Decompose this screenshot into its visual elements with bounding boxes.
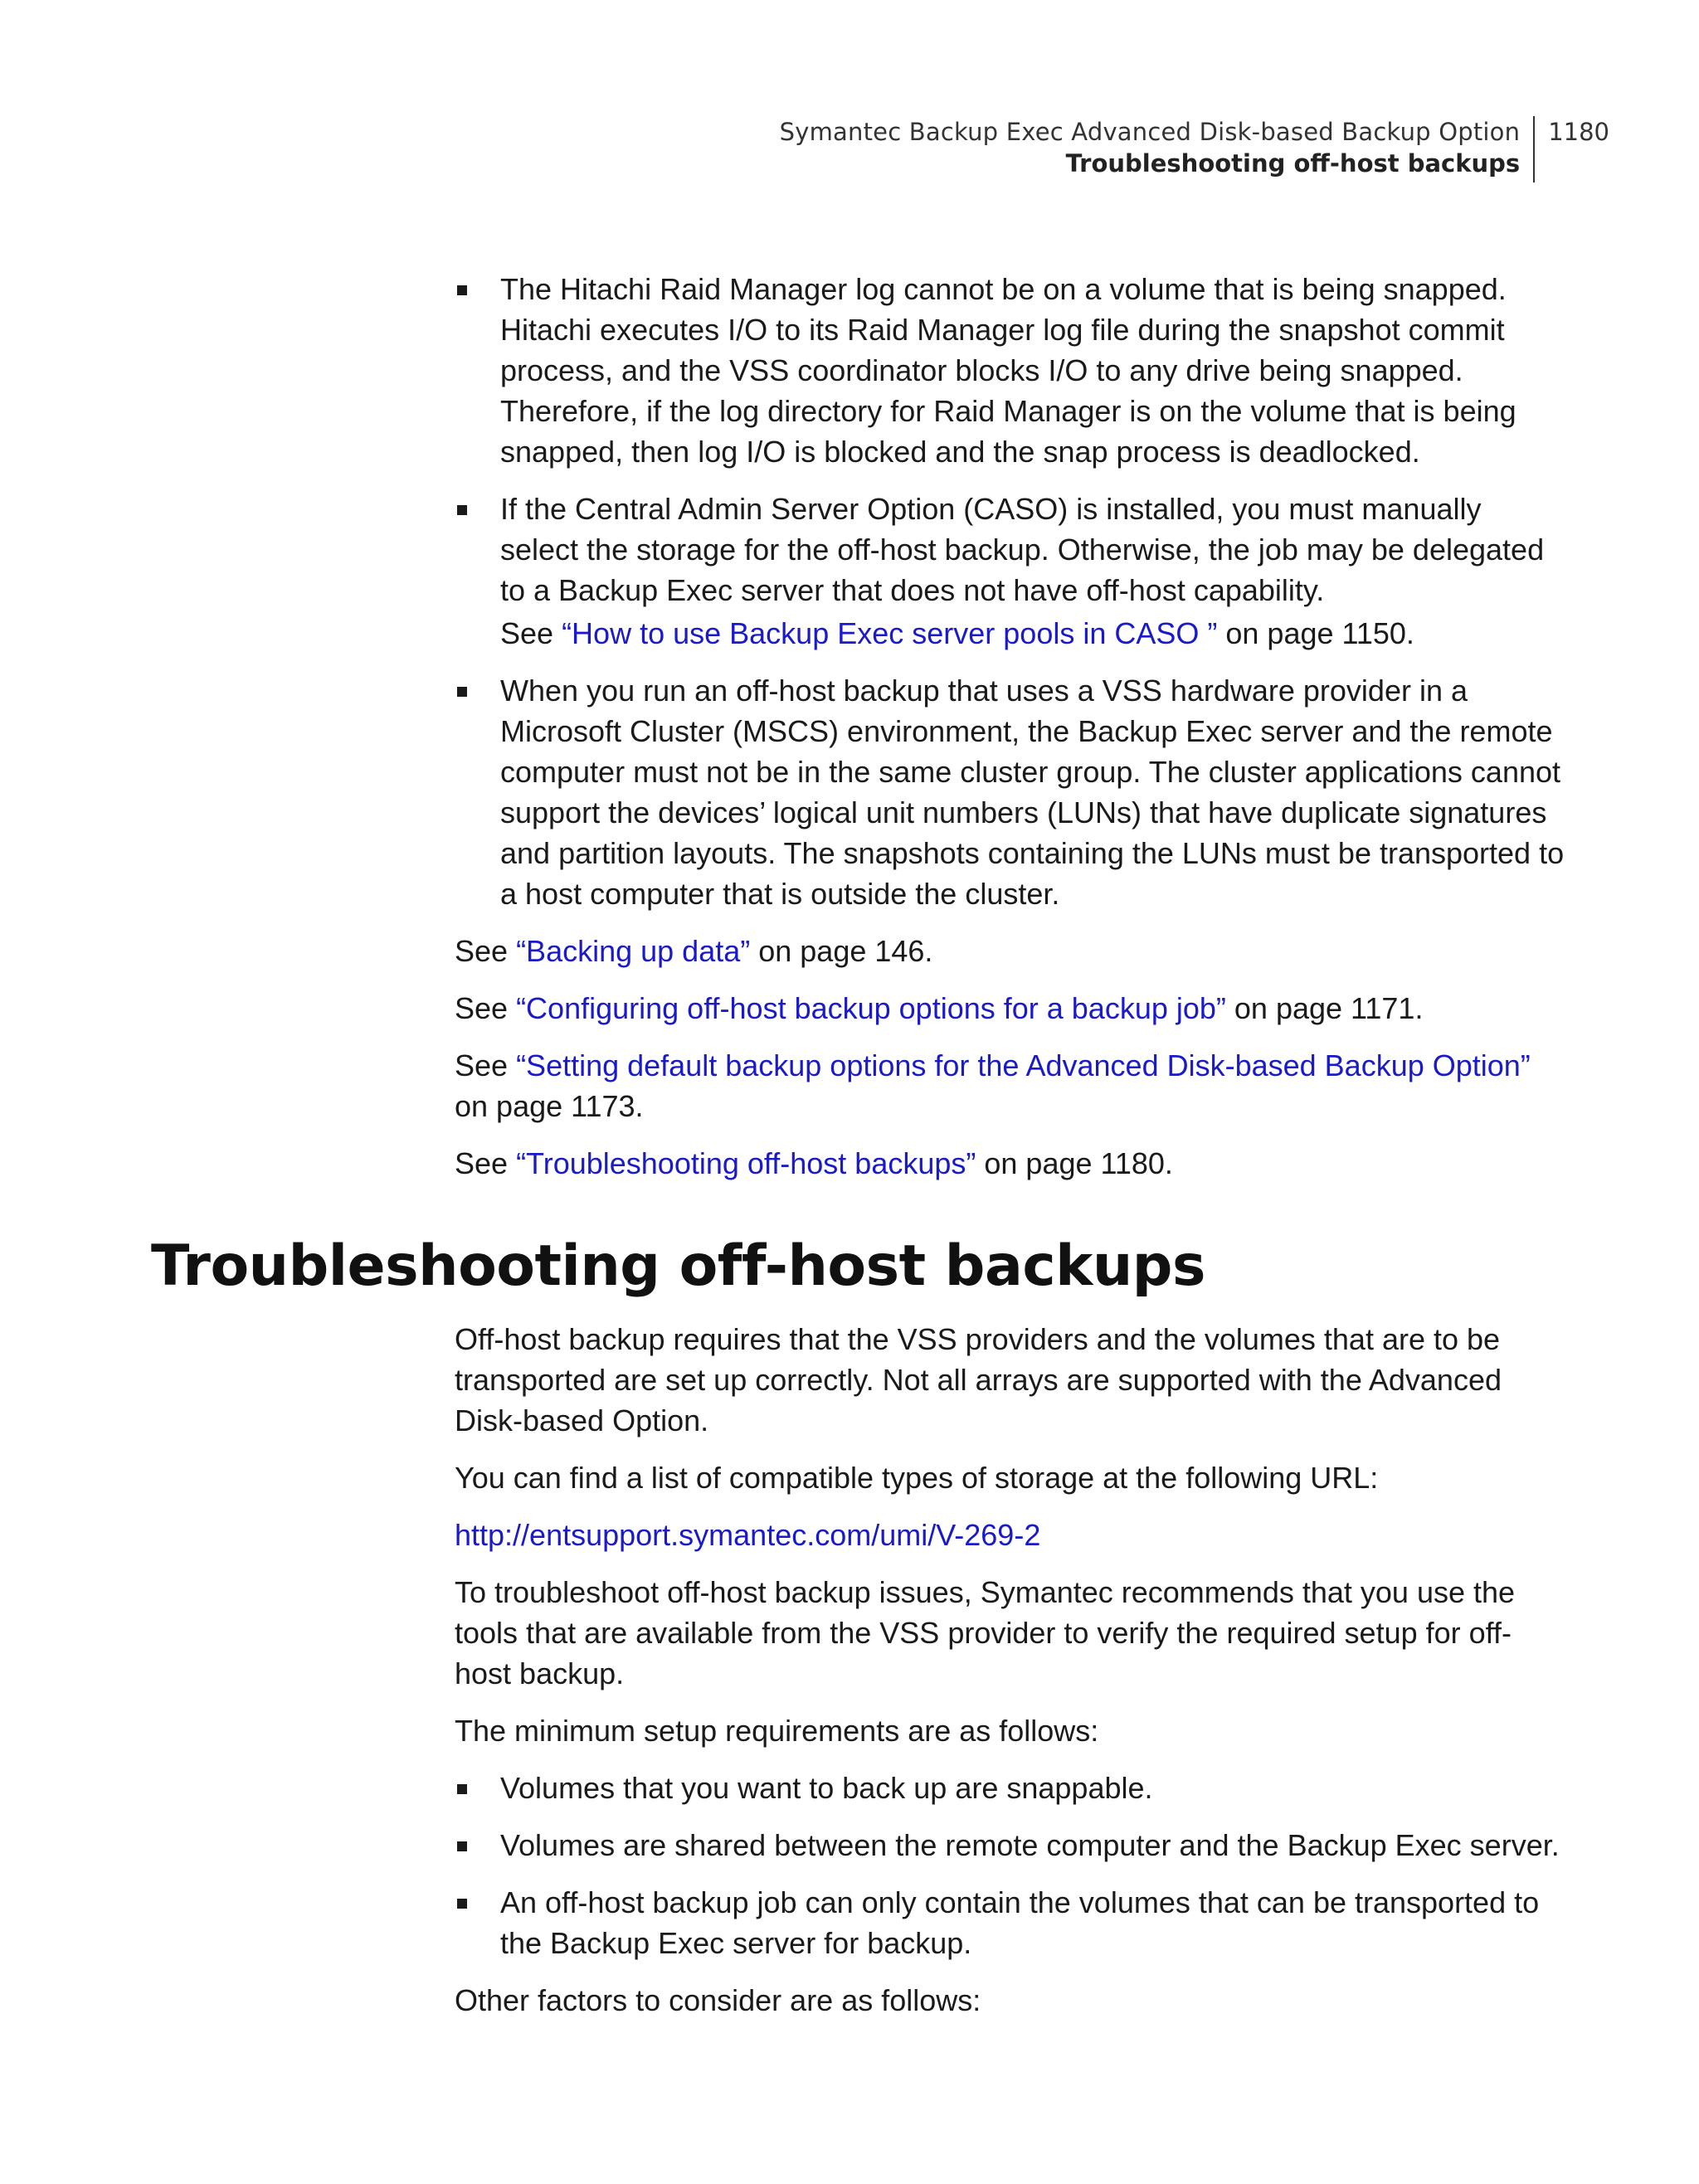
list-item	[455, 489, 1566, 654]
list-item	[455, 1882, 1566, 1963]
section-content	[455, 1319, 1566, 2037]
default-backup-options-link[interactable]: “Setting default backup options for the Advanced Disk-based Backup Option”	[516, 1048, 1531, 1082]
section-intro: Off-host backup requires that the VSS providers and the volumes that are to be transported are set up correctly. Not all arrays are supported with the Advanced Disk-based Option.	[455, 1322, 1502, 1437]
requirement-text: Volumes are shared between the remote computer and the Backup Exec server.	[500, 1828, 1560, 1862]
troubleshooting-off-host-link[interactable]: “Troubleshooting off-host backups”	[516, 1146, 976, 1180]
requirement-text: An off-host backup job can only contain the volumes that can be transported to the Backup Exec server for backup.	[500, 1885, 1540, 1960]
list-item	[455, 1825, 1566, 1865]
see-prefix: See	[455, 1146, 517, 1180]
bullet-text: When you run an off-host backup that uses a VSS hardware provider in a Microsoft Cluster (MSCS) environment, the Backup Exec server and the remote computer must not be in the same cluster group. The cluster applications cannot support the devices’ logical unit numbers (LUNs) that have duplicate signatures and partition layouts. The snapshots containing the LUNs must be transported to a host computer that is outside the cluster.	[500, 674, 1565, 911]
see-prefix: See	[455, 934, 517, 968]
url-intro: You can find a list of compatible types of storage at the following URL:	[455, 1461, 1379, 1495]
configuring-off-host-options-link[interactable]: “Configuring off-host backup options for a backup job”	[516, 991, 1226, 1025]
bullet-square-icon	[457, 1899, 467, 1909]
minimum-requirements-intro: The minimum setup requirements are as follows:	[455, 1714, 1099, 1748]
see-suffix: on page 1150.	[1217, 616, 1414, 650]
bullet-square-icon	[457, 687, 467, 697]
top-content	[455, 269, 1566, 1200]
see-also-line	[455, 931, 1566, 971]
bullet-square-icon	[457, 1841, 467, 1851]
see-suffix: on page 1180.	[976, 1146, 1173, 1180]
caso-server-pools-link[interactable]: “How to use Backup Exec server pools in CASO ”	[562, 616, 1218, 650]
recommendation-paragraph: To troubleshoot off-host backup issues, Symantec recommends that you use the tools that are available from the VSS provider to verify the required setup for off-host backup.	[455, 1575, 1516, 1690]
requirement-text: Volumes that you want to back up are snappable.	[500, 1771, 1153, 1805]
running-header-titles	[780, 116, 1534, 179]
list-item	[455, 670, 1566, 914]
bullet-square-icon	[457, 1784, 467, 1794]
see-suffix: on page 146.	[750, 934, 933, 968]
see-suffix: on page 1171.	[1225, 991, 1424, 1025]
see-prefix: See	[455, 1048, 517, 1082]
bullet-text: The Hitachi Raid Manager log cannot be on a volume that is being snapped. Hitachi executes I/O to its Raid Manager log file during the snapshot commit process, and the VSS coordinator blocks I/O to any drive being snapped. Therefore, if the log directory for Raid Manager is on the volume that is being snapped, then log I/O is blocked and the snap process is deadlocked.	[500, 272, 1516, 469]
see-prefix: See	[500, 616, 562, 650]
section-heading: Troubleshooting off-host backups	[151, 1233, 1205, 1299]
page-number: 1180	[1548, 118, 1609, 146]
see-also-line	[455, 1143, 1566, 1184]
see-also-line	[455, 1045, 1566, 1126]
requirements-list	[455, 1768, 1566, 1963]
see-reference	[500, 613, 1566, 654]
book-title: Symantec Backup Exec Advanced Disk-based Backup Option	[779, 118, 1521, 146]
see-suffix: on page 1173.	[455, 1089, 644, 1123]
running-header	[780, 116, 1609, 186]
bullet-square-icon	[457, 505, 467, 515]
see-also-line	[455, 988, 1566, 1029]
url-paragraph	[455, 1515, 1566, 1555]
backing-up-data-link[interactable]: “Backing up data”	[516, 934, 751, 968]
list-item	[455, 269, 1566, 472]
bullet-text: If the Central Admin Server Option (CASO) is installed, you must manually select the storage for the off-host backup. Otherwise, the job may be delegated to a Backup Exec server that does not have off-host capability.	[500, 492, 1545, 607]
compatibility-url-link[interactable]: http://entsupport.symantec.com/umi/V-269-2	[455, 1518, 1041, 1552]
bullet-square-icon	[457, 285, 467, 295]
chapter-title: Troubleshooting off-host backups	[1065, 149, 1521, 178]
list-item	[455, 1768, 1566, 1808]
other-factors-intro: Other factors to consider are as follows:	[455, 1983, 981, 2017]
see-prefix: See	[455, 991, 517, 1025]
top-bullet-list	[455, 269, 1566, 914]
